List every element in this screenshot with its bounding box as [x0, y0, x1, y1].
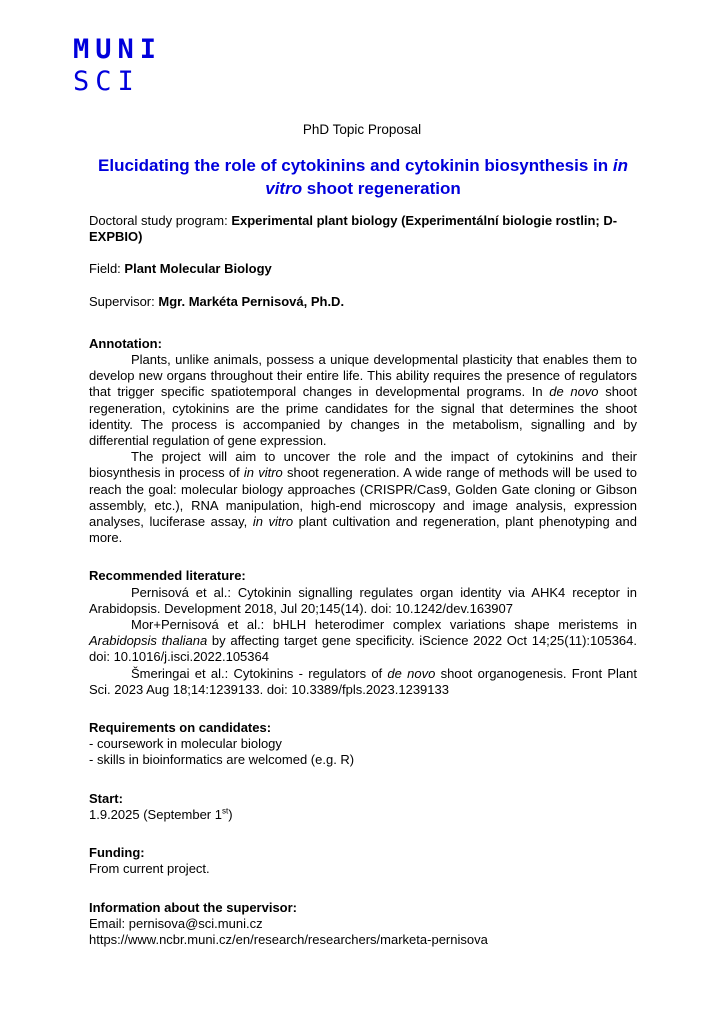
- annotation-p2-text-c: plant cultivation and regeneration, plant phenotyping and more.: [89, 514, 637, 546]
- supervisor-label: Supervisor:: [89, 293, 159, 309]
- ref3-text-b: shoot organogenesis. Front Plant Sci. 2023 Aug 18;14:1239133. doi: 10.3389/fpls.2023.1239133: [89, 665, 638, 697]
- requirements-heading: Requirements on candidates:: [89, 720, 272, 736]
- start-heading: Start:: [89, 790, 123, 806]
- ref3-text-a: Šmeringai et al.: Cytokinins - regulators of: [131, 665, 388, 681]
- annotation-heading: Annotation:: [89, 335, 162, 351]
- logo-line-muni: MUNI: [73, 34, 163, 65]
- annotation-p1-italic: de novo: [549, 384, 599, 400]
- field-label: Field:: [89, 261, 125, 277]
- annotation-p1-text-a: Plants, unlike animals, possess a unique developmental plasticity that enables them to develop new organs throughout their entire life. This ability requires the presence of regulators that trigger specific spatiotemporal changes in developmental programs. In: [89, 352, 637, 400]
- start-date: [89, 807, 637, 823]
- program-line: [89, 213, 637, 245]
- start-date-close: ): [228, 806, 233, 822]
- literature-ref-1: Pernisová et al.: Cytokinin signalling regulates organ identity via AHK4 receptor in Arabidopsis. Development 2018, Jul 20;145(14). doi: 10.1242/dev.163907: [89, 584, 637, 616]
- title-part-1: Elucidating the role of cytokinins and cytokinin biosynthesis in: [98, 156, 613, 175]
- annotation-p2-italic-2: in vitro: [252, 514, 294, 530]
- funding-text: From current project.: [89, 861, 210, 877]
- document-header: PhD Topic Proposal: [302, 122, 422, 137]
- ref2-italic: Arabidopsis thaliana: [89, 633, 208, 649]
- annotation-paragraph-2: [89, 449, 637, 546]
- ref3-italic: de novo: [387, 665, 436, 681]
- logo-line-sci: SCI: [73, 66, 140, 97]
- ref2-text-b: by affecting target gene specificity. iScience 2022 Oct 14;25(11):105364. doi: 10.1016/j.isci.2022.105364: [89, 633, 638, 665]
- start-date-sup: st: [221, 806, 229, 816]
- program-value: Experimental plant biology (Experimentální biologie rostlin; D-EXPBIO): [89, 213, 618, 245]
- literature-ref-2: [89, 617, 637, 666]
- funding-heading: Funding:: [89, 845, 145, 861]
- requirement-item: - coursework in molecular biology: [89, 736, 282, 752]
- literature-heading: Recommended literature:: [89, 568, 246, 584]
- supervisor-value: Mgr. Markéta Pernisová, Ph.D.: [158, 293, 345, 309]
- email-line: [89, 916, 637, 932]
- field-line: [89, 261, 637, 277]
- muni-sci-logo: [73, 34, 162, 98]
- email-link[interactable]: pernisova@sci.muni.cz: [128, 915, 263, 931]
- ref2-text-a: Mor+Pernisová et al.: bHLH heterodimer complex variations shape meristems in: [131, 617, 637, 633]
- annotation-p2-text-a: The project will aim to uncover the role and the impact of cytokinins and their biosynthesis in process of: [89, 449, 637, 481]
- supervisor-url-link[interactable]: https://www.ncbr.muni.cz/en/research/researchers/marketa-pernisova: [89, 931, 488, 947]
- annotation-p2-text-b: shoot regeneration. A wide range of methods will be used to reach the goal: molecular biology approaches (CRISPR/Cas9, Golden Gate cloning or Gibson assembly, etc.), RNA manipulation, high-end microscopy and image analysis, expression analyses, luciferase assay,: [89, 465, 637, 530]
- url-line: [89, 932, 637, 948]
- annotation-p2-italic-1: in vitro: [243, 465, 283, 481]
- title-italic: in vitro: [265, 156, 628, 198]
- start-date-text: 1.9.2025 (September 1: [89, 806, 222, 822]
- email-label: Email:: [89, 915, 129, 931]
- proposal-title: [90, 154, 636, 200]
- supervisor-line: [89, 294, 637, 310]
- annotation-paragraph-1: [89, 352, 637, 449]
- document-body: [89, 213, 637, 948]
- annotation-p1-text-b: shoot regeneration, cytokinins are the prime candidates for the signal that determines the shoot identity. The process is accompanied by changes in the metabolism, signalling and by differential regulation of gene expression.: [89, 384, 638, 449]
- literature-ref-3: [89, 666, 637, 698]
- requirement-item: - skills in bioinformatics are welcomed (e.g. R): [89, 752, 355, 768]
- supervisor-info-heading: Information about the supervisor:: [89, 899, 298, 915]
- title-part-2: shoot regeneration: [302, 179, 461, 198]
- program-label: Doctoral study program:: [89, 213, 232, 228]
- field-value: Plant Molecular Biology: [124, 261, 272, 277]
